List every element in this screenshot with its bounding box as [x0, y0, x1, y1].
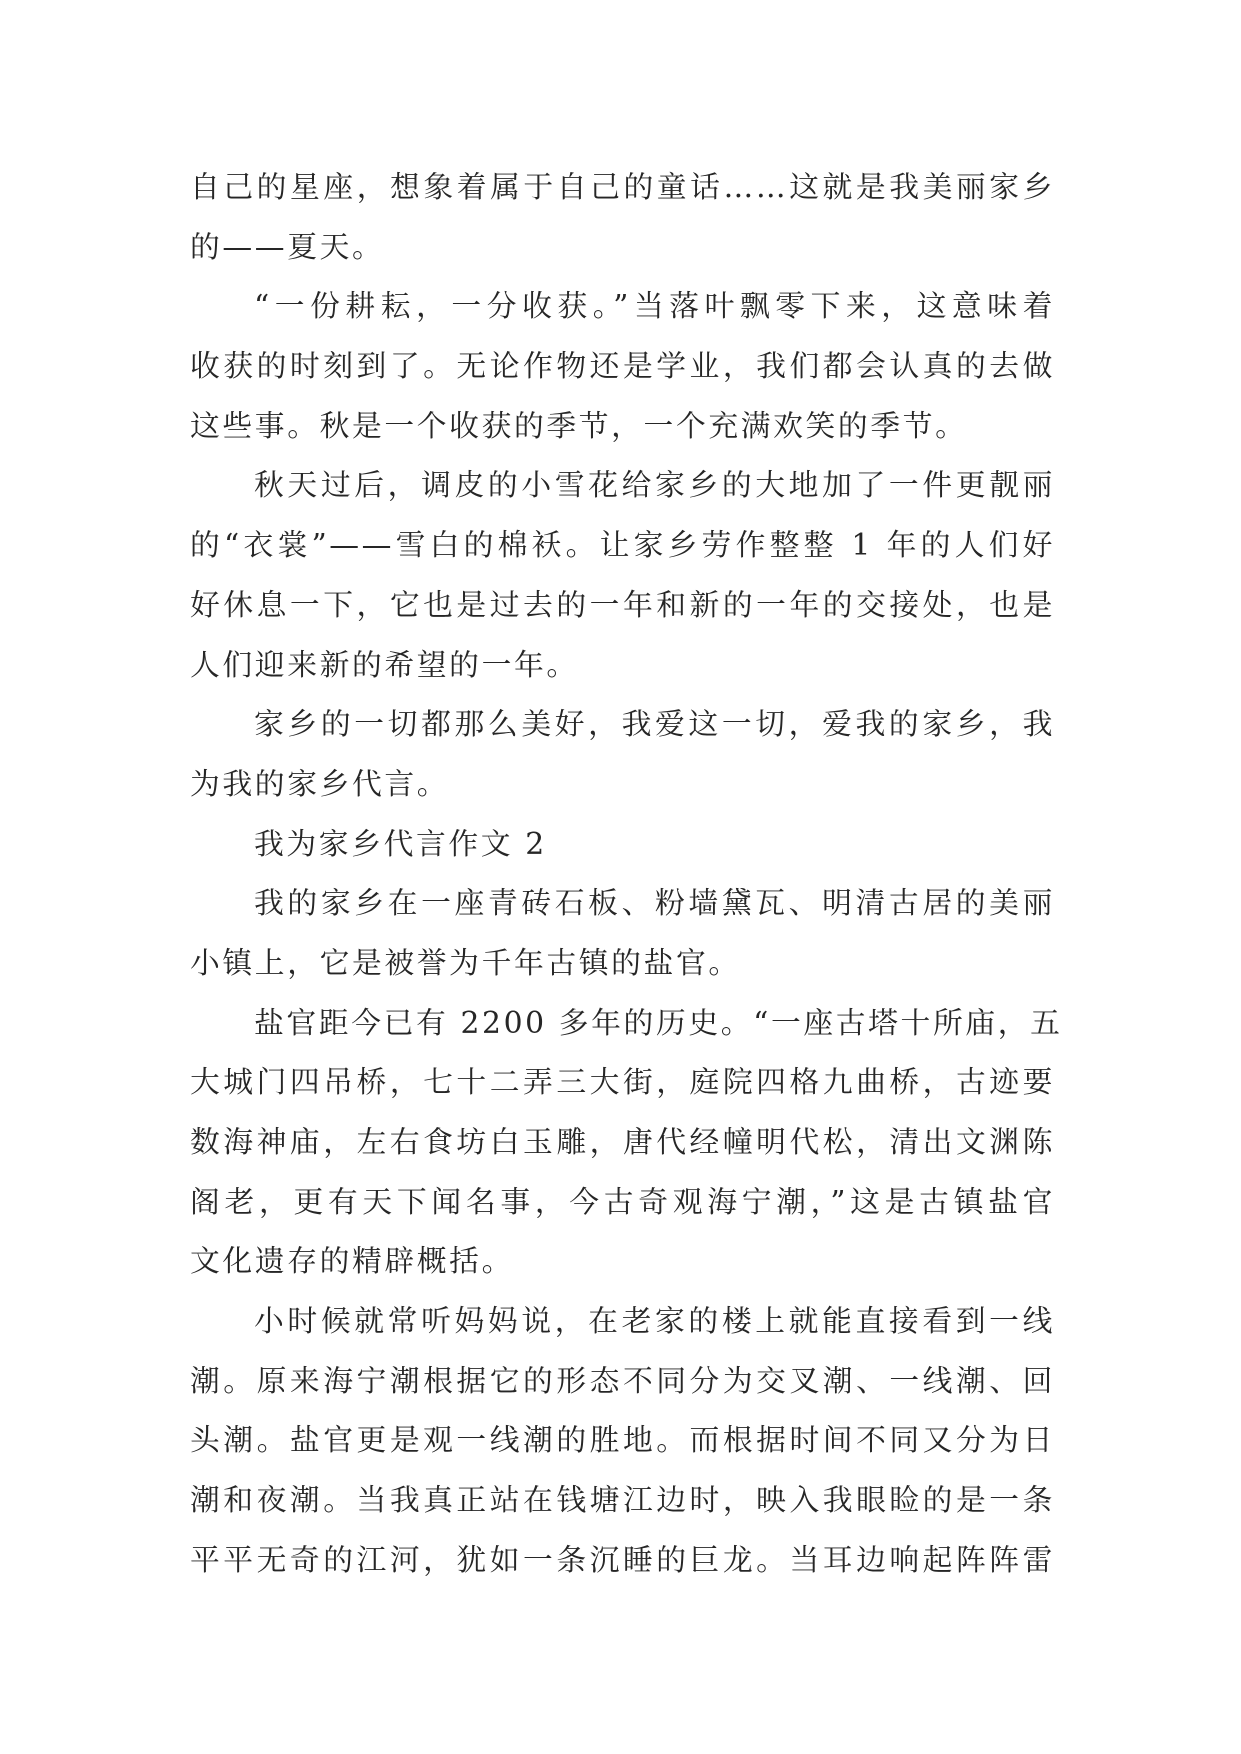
text-line: 秋天过后，调皮的小雪花给家乡的大地加了一件更靓丽 [254, 468, 1055, 504]
text-line: 家乡的一切都那么美好，我爱这一切，爱我的家乡，我 [254, 707, 1055, 743]
section-heading: 我为家乡代言作文 2 [254, 826, 547, 862]
text-line: 潮。原来海宁潮根据它的形态不同分为交叉潮、一线潮、回 [190, 1363, 1055, 1399]
text-line: 我的家乡在一座青砖石板、粉墙黛瓦、明清古居的美丽 [254, 886, 1055, 922]
text-line: 大城门四吊桥，七十二弄三大街，庭院四格九曲桥，古迹要 [190, 1065, 1055, 1101]
text-line: 自己的星座，想象着属于自己的童话……这就是我美丽家乡 [190, 170, 1055, 205]
text-line: “一份耕耘，一分收获。”当落叶飘零下来，这意味着 [254, 289, 1055, 325]
text-line: 为我的家乡代言。 [190, 766, 450, 802]
text-line: 收获的时刻到了。无论作物还是学业，我们都会认真的去做 [190, 349, 1055, 385]
text-line: 数海神庙，左右食坊白玉雕，唐代经幢明代松，清出文渊陈 [190, 1125, 1055, 1160]
text-line: 这些事。秋是一个收获的季节，一个充满欢笑的季节。 [190, 408, 968, 444]
text-line: 文化遗存的精辟概括。 [190, 1244, 514, 1280]
text-line: 阁老，更有天下闻名事，今古奇观海宁潮，”这是古镇盐官 [190, 1184, 1055, 1220]
text-line: 小时候就常听妈妈说，在老家的楼上就能直接看到一线 [254, 1304, 1055, 1340]
text-line: 头潮。盐官更是观一线潮的胜地。而根据时间不同又分为日 [190, 1423, 1055, 1459]
text-line: 的——夏天。 [190, 229, 385, 265]
text-line: 平平无奇的江河，犹如一条沉睡的巨龙。当耳边响起阵阵雷 [190, 1542, 1055, 1578]
text-line: 好休息一下，它也是过去的一年和新的一年的交接处，也是 [190, 587, 1055, 623]
text-line: 盐官距今已有 2200 多年的历史。“一座古塔十所庙，五 [254, 1005, 1063, 1041]
text-line: 潮和夜潮。当我真正站在钱塘江边时，映入我眼睑的是一条 [190, 1483, 1055, 1519]
text-line: 人们迎来新的希望的一年。 [190, 647, 579, 683]
document-body [190, 158, 1063, 1591]
text-line: 小镇上，它是被誉为千年古镇的盐官。 [190, 945, 741, 981]
text-line: 的“衣裳”——雪白的棉袄。让家乡劳作整整 1 年的人们好 [190, 528, 1055, 564]
